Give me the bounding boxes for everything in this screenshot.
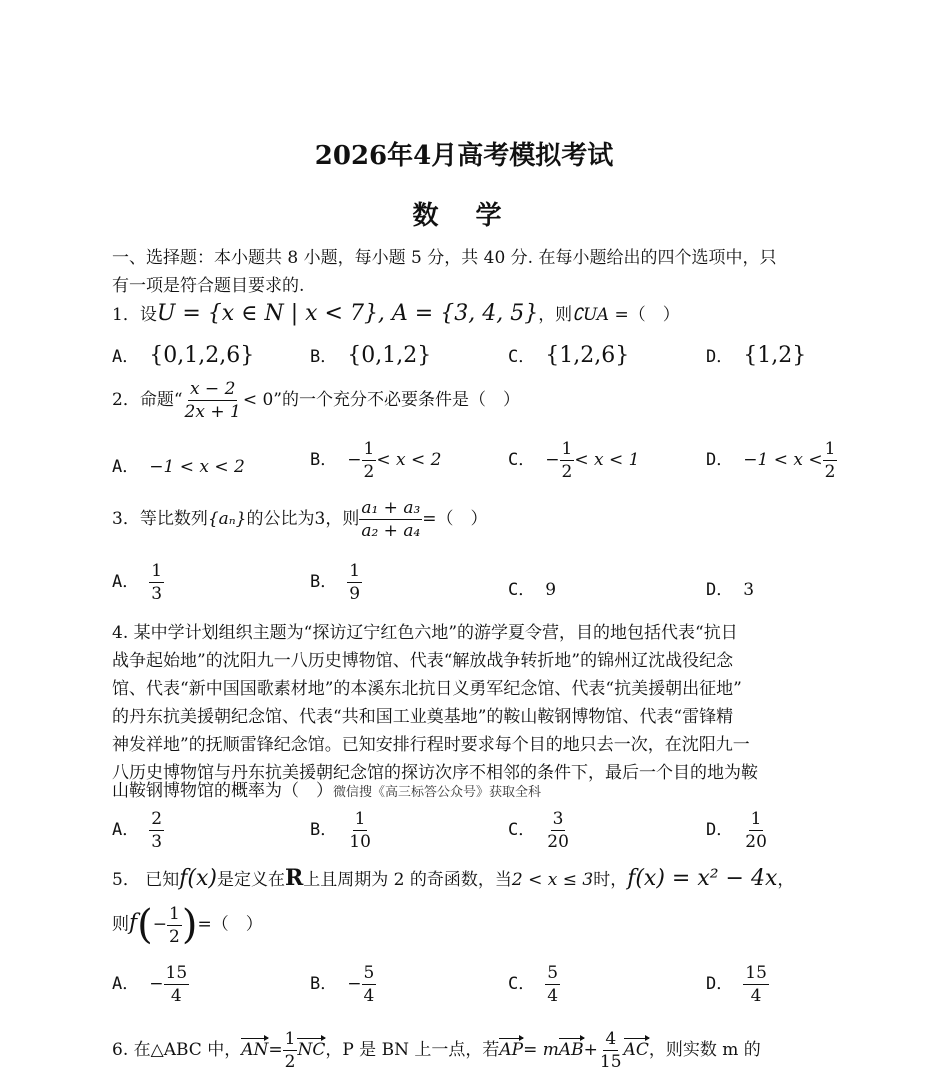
q5-text-a: 已知 — [145, 870, 180, 890]
q6-vector-an: AN — [241, 1040, 269, 1060]
q5-option-a: A． − $\frac{15}{4}$ — [112, 963, 188, 1006]
question-2 — [112, 378, 520, 423]
q3-option-b: B． $\frac{1}{9}$ — [310, 561, 361, 604]
q2-post: ”的一个充分不必要条件是（ ） — [273, 390, 520, 410]
q5-line2-minus: − — [152, 914, 168, 935]
q1-math2: ∁UA = — [572, 305, 629, 325]
q5-option-d: D． $\frac{15}{4}$ — [706, 963, 767, 1006]
q4-option-a: A． $\frac{2}{3}$ — [112, 809, 163, 852]
q5-option-b: B． − $\frac{5}{4}$ — [310, 963, 375, 1006]
q1-option-c: C． {1,2,6} — [508, 343, 630, 368]
q6-fraction: $\frac{4}{15}$ — [599, 1029, 622, 1072]
subject-title: 数 学 — [412, 201, 516, 231]
q2-fraction: $\frac{x - 2}{2x + 1}$ — [184, 379, 241, 422]
q5-line2-f: f — [129, 910, 138, 936]
q4-line-4: 的丹东抗美援朝纪念馆、代表“共和国工业奠基地”的鞍山鞍钢博物馆、代表“雷锋精 — [112, 707, 734, 727]
section-instructions-line2: 有一项是符合题目要求的. — [112, 276, 305, 296]
question-1 — [112, 300, 680, 326]
exam-title: 2026年4月高考模拟考试 — [314, 141, 614, 171]
q5-text-b: 是定义在 — [216, 870, 285, 890]
q4-option-d: D． $\frac{1}{20}$ — [706, 809, 767, 852]
q6-text-b: ，P 是 BN 上一点，若 — [325, 1040, 500, 1060]
q1-number: 1． — [112, 305, 140, 325]
q2-option-c: C． − $\frac{1}{2}$ < x < 1 — [508, 439, 640, 482]
q1-text-a: 设 — [139, 305, 157, 325]
q1-math: U = {x ∈ N | x < 7}, A = {3, 4, 5} — [156, 301, 539, 326]
q6-vector-ab: AB — [558, 1040, 584, 1060]
question-5-line-2: 则f(− $\frac{1}{2}$ )=（ ） — [112, 902, 263, 948]
q4-line-6: 八历史博物馆与丹东抗美援朝纪念馆的探访次序不相邻的条件下，最后一个目的地为鞍 — [112, 763, 758, 783]
q3-option-a: A． $\frac{1}{3}$ — [112, 561, 163, 604]
q5-text-e: ， — [777, 870, 795, 890]
q1-option-b: B． {0,1,2} — [310, 343, 432, 368]
q1-text-b: ，则 — [538, 305, 573, 325]
q4-option-c: C． $\frac{3}{20}$ — [508, 809, 569, 852]
q2-option-b: B． − $\frac{1}{2}$ < x < 2 — [310, 439, 442, 482]
q5-line2-text: 则 — [112, 914, 129, 935]
question-6: 6. 在△ABC 中，AN= $\frac{1}{2}$ NC，P 是 BN 上一点，若AP= mAB+ $\frac{4}{15}$ AC，则实数 m 的 — [112, 1029, 761, 1072]
section-instructions-line1: 一、选择题：本小题共 8 小题，每小题 5 分，共 40 分. 在每小题给出的四个选项中，只 — [112, 248, 777, 268]
q5-function: f(x) — [179, 866, 217, 891]
q3-option-c: C． 9 — [508, 580, 557, 600]
q5-reals: R — [284, 865, 304, 891]
q3-fraction: $\frac{\text{a₁ + a₃}}{\text{a₂ + a₄}}$ — [361, 498, 421, 541]
q6-vector-ap: AP — [499, 1040, 524, 1060]
q5-expression: f(x) = x² − 4x — [627, 866, 778, 891]
q3-sequence: {aₙ} — [207, 509, 247, 529]
q5-text-c: 上且周期为 2 的奇函数，当 — [303, 870, 512, 890]
q2-option-d: D． −1 < x < $\frac{1}{2}$ — [706, 439, 836, 482]
q6-number: 6. — [112, 1040, 129, 1060]
q5-number: 5． — [112, 870, 140, 890]
q5-condition: 2 < x ≤ 3 — [511, 870, 594, 890]
q6-vector-nc: NC — [297, 1040, 326, 1060]
q3-number: 3． — [112, 509, 140, 529]
question-5 — [112, 865, 794, 891]
q2-pre: 命题“ — [139, 390, 183, 410]
q2-option-a: A． −1 < x < 2 — [112, 457, 245, 477]
q3-pre: 等比数列 — [139, 509, 208, 529]
q4-line-7 — [112, 776, 541, 801]
question-3 — [112, 497, 488, 542]
q4-line-1: 4. 某中学计划组织主题为“探访辽宁红色六地”的游学夏令营，目的地包括代表“抗日 — [112, 623, 738, 643]
watermark: 微信搜《高三标答公众号》获取全科 — [333, 785, 542, 800]
q2-number: 2． — [112, 390, 140, 410]
q1-option-d: D． {1,2} — [706, 343, 807, 368]
q1-option-a: A． {0,1,2,6} — [112, 343, 255, 368]
q3-option-d: D． 3 — [706, 580, 755, 600]
q3-mid: 的公比为3，则 — [246, 509, 360, 529]
q6-half-fraction: $\frac{1}{2}$ — [284, 1029, 296, 1072]
q4-line-2: 战争起始地”的沈阳九一八历史博物馆、代表“解放战争转折地”的锦州辽沈战役纪念 — [112, 651, 734, 671]
q1-blank: （ ） — [628, 305, 680, 325]
q3-post: =（ ） — [422, 509, 488, 529]
q4-line-3: 馆、代表“新中国国歌素材地”的本溪东北抗日义勇军纪念馆、代表“抗美援朝出征地” — [112, 679, 742, 699]
q5-line2-blank: =（ ） — [197, 914, 263, 935]
q4-line-7-text: 山鞍钢博物馆的概率为（ ） — [112, 781, 333, 801]
q6-text-c: ，则实数 m 的 — [648, 1040, 761, 1060]
q6-text-a: 在△ABC 中， — [133, 1040, 242, 1060]
q4-line-5: 神发祥地”的抚顺雷锋纪念馆。已知安排行程时要求每个目的地只去一次，在沈阳九一 — [112, 735, 750, 755]
q6-vector-ac: AC — [623, 1040, 649, 1060]
q5-text-d: 时， — [593, 870, 628, 890]
q2-mid: < 0 — [242, 390, 274, 410]
q5-line2-fraction: $\frac{1}{2}$ — [169, 903, 180, 947]
q4-option-b: B． $\frac{1}{10}$ — [310, 809, 371, 852]
q5-option-c: C． $\frac{5}{4}$ — [508, 963, 559, 1006]
